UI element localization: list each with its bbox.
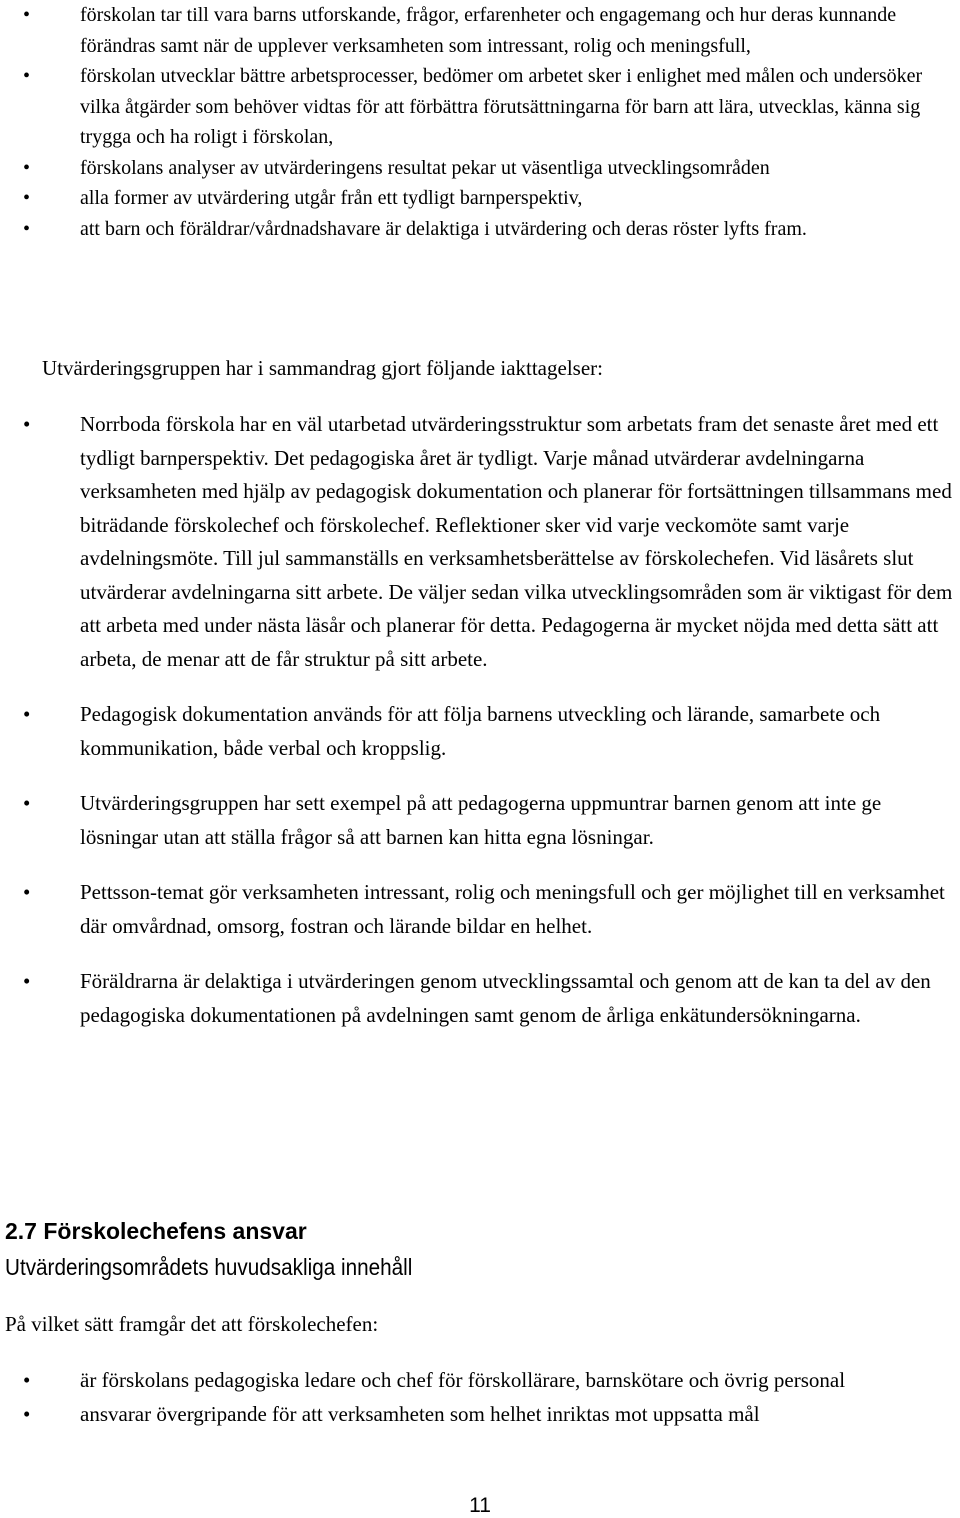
bullet-icon: • [23, 1368, 31, 1392]
observation-item: • Norrboda förskola har en väl utarbetad utvärderingsstruktur som arbetats fram det senaste året med ett tydligt barnperspektiv. Det pedagogiska året är tydligt. Varje månad utvärderar avdelningarna verksamheten med hjälp av pedagogisk dokumentation och planerar för fortsättningen tillsammans med biträdande förskolechef och förskolechef. Reflektioner sker vid varje veckomöte samt varje avdelningsmöte. Till jul sammanställs en verksamhetsberättelse av förskolechefen. Vid läsårets slut utvärderar avdelningarna sitt arbete. De väljer sedan vilka utvecklingsområden som är viktigast för dem att arbeta med under nästa läsår och planerar för detta. Pedagogerna är mycket nöjda med detta sätt att arbeta, de menar att de får struktur på sitt arbete. [0, 408, 960, 676]
bullet-icon: • [23, 880, 31, 904]
bullet-icon: • [23, 156, 31, 179]
list-item: • alla former av utvärdering utgår från ett tydligt barnperspektiv, [0, 183, 960, 214]
responsibility-item: • ansvarar övergripande för att verksamheten som helhet inriktas mot uppsatta mål [0, 1398, 960, 1432]
observation-item: • Föräldrarna är delaktiga i utvärderingen genom utvecklingssamtal och genom att de kan ta del av den pedagogiska dokumentationen på avdelningen samt genom de årliga enkätundersökningarna. [0, 965, 960, 1032]
bullet-icon: • [23, 702, 31, 726]
bullet-icon: • [23, 217, 31, 240]
section-heading: 2.7 Förskolechefens ansvar [5, 1218, 307, 1244]
page-number: 11 [469, 1494, 491, 1517]
list-item: • att barn och föräldrar/vårdnadshavare är delaktiga i utvärdering och deras röster lyfts fram. [0, 214, 960, 245]
bullet-icon: • [23, 791, 31, 815]
bullet-icon: • [23, 412, 31, 436]
section-subheading: Utvärderingsområdets huvudsakliga innehåll [5, 1254, 413, 1280]
observation-item: • Pettsson-temat gör verksamheten intressant, rolig och meningsfull och ger möjlighet till en verksamhet där omvårdnad, omsorg, fostran och lärande bildar en helhet. [0, 876, 960, 943]
list-item: • förskolans analyser av utvärderingens resultat pekar ut väsentliga utvecklingsområden [0, 153, 960, 184]
bullet-icon: • [23, 1401, 31, 1426]
bullet-icon: • [23, 4, 31, 26]
responsibility-item: • är förskolans pedagogiska ledare och chef för förskollärare, barnskötare och övrig personal [0, 1364, 960, 1398]
responsibility-list [0, 1364, 960, 1431]
observation-item: • Utvärderingsgruppen har sett exempel på att pedagogerna uppmuntrar barnen genom att inte ge lösningar utan att ställa frågor så att barnen kan hitta egna lösningar. [0, 787, 960, 854]
section-lead: På vilket sätt framgår det att förskolechefen: [5, 1312, 379, 1336]
observation-item: • Pedagogisk dokumentation används för att följa barnens utveckling och lärande, samarbete och kommunikation, både verbal och kroppslig. [0, 698, 960, 765]
summary-intro: Utvärderingsgruppen har i sammandrag gjort följande iakttagelser: [42, 356, 603, 380]
bullet-icon: • [23, 969, 31, 993]
observations-list [0, 408, 960, 1032]
list-item: • förskolan utvecklar bättre arbetsprocesser, bedömer om arbetet sker i enlighet med målen och undersöker vilka åtgärder som behöver vidtas för att förbättra förutsättningarna för barn att lära, utvecklas, känna sig trygga och ha roligt i förskolan, [0, 61, 960, 153]
bullet-icon: • [23, 65, 31, 87]
criteria-list [0, 0, 960, 244]
list-item: • förskolan tar till vara barns utforskande, frågor, erfarenheter och engagemang och hur deras kunnande förändras samt när de upplever verksamheten som intressant, rolig och meningsfull, [0, 0, 960, 61]
bullet-icon: • [23, 187, 31, 209]
